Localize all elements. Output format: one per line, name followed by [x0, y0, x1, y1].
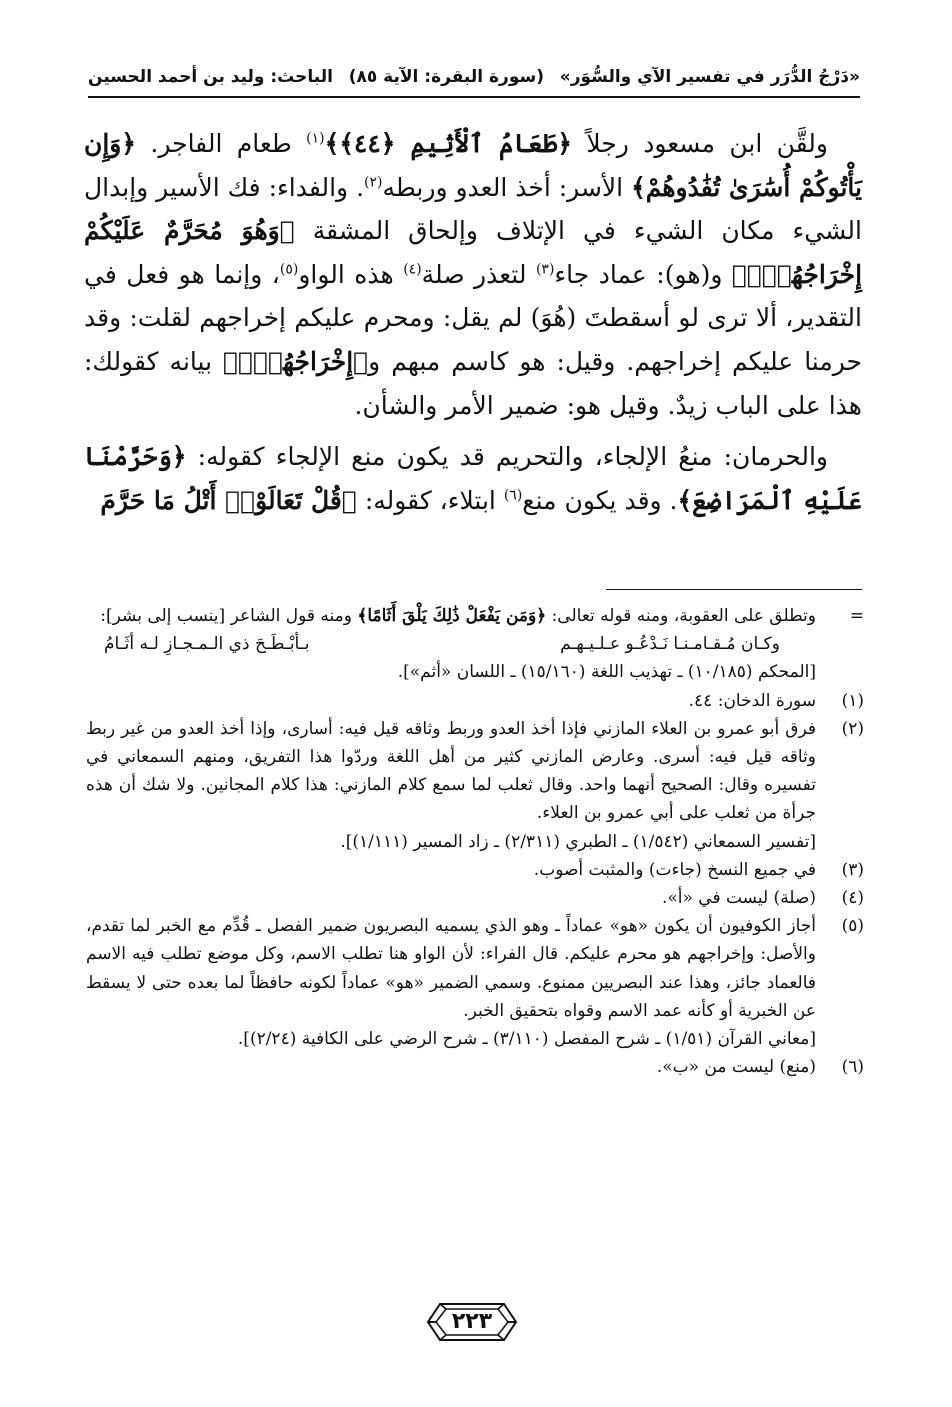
footnote-number: (٢)	[841, 718, 864, 739]
footnote-body: فرق أبو عمرو بن العلاء المازني فإذا أخذ العدو وربط وثاقه قيل فيه: أسارى، وإذا أخذ العدو من غير ربط وثاقه قيل فيه: أسرى. وعارض المازني كثير من أهل اللغة وردّوا هذا التفريق، ومنهم السمعاني في تفسيره وقال: الصحيح أنهما واحد. وقال ثعلب لما سمع كلام المازني: هذا كلام المجانين. ولا شك أن هذه جرأة من ثعلب على أبي عمرو بن العلاء.	[86, 718, 816, 824]
header-surah-reference: (سورة البقرة: الآية ٨٥)	[348, 67, 544, 87]
main-paragraph-1	[84, 122, 862, 427]
footnote-number: =	[849, 606, 864, 626]
text-run: لتعذر صلة	[421, 259, 536, 289]
text-run: . وقد يكون منع	[522, 485, 678, 515]
quran-quote: ﴿قُلْ تَعَالَوْا۟ أَتْلُ مَا حَرَّمَ	[100, 485, 357, 515]
text-run: طعام الفاجر.	[136, 129, 307, 158]
quran-quote: ﴿وَهُوَ مُحَرَّمٌ عَلَيْكُمْ إِخْرَاجُهُمْۚ﴾	[84, 216, 863, 289]
footnote-separator	[606, 589, 862, 590]
footnote-ref[interactable]: (٤)	[403, 261, 422, 278]
text-run: ومنه قول الشاعر [ينسب إلى بشر]:	[100, 606, 358, 626]
verse-hemistich-second: بـأبْـطَـحَ ذي الـمـجـازِ لـه أثَـامُ	[104, 634, 310, 655]
footnote-number: (٣)	[841, 859, 864, 880]
footnote-source: [تفسير السمعاني (١/٥٤٢) ـ الطبري (٢/٣١١) ـ زاد المسير (١/١١١)].	[340, 831, 816, 852]
footnote-5	[86, 912, 864, 1053]
quran-quote: ﴿إِخْرَاجُهُمْۚ﴾	[223, 346, 369, 376]
header-book-title: «دَرْجُ الدُّرَر في تفسير الآي والسُّوَر»	[559, 67, 860, 87]
footnote-continuation	[86, 602, 864, 687]
footnote-body: سورة الدخان: ٤٤.	[688, 690, 816, 711]
quran-quote: ﴿طَعَامُ ٱلْأَثِيمِ ﴿٤٤﴾﴾	[324, 129, 573, 158]
text-run: والحرمان: منعُ الإلجاء، والتحريم قد يكون منع الإلجاء كقوله:	[186, 442, 828, 472]
footnote-number: (٤)	[841, 888, 864, 909]
footnote-ref[interactable]: (٣)	[535, 261, 555, 278]
footnote-4	[86, 884, 864, 912]
footnote-body: (منع) ليست من «ب».	[656, 1057, 816, 1078]
footnote-number: (١)	[841, 690, 864, 711]
footnote-body	[86, 602, 816, 630]
footnotes	[86, 602, 864, 1081]
footnote-number: (٥)	[841, 916, 864, 937]
footnote-body: (صلة) ليست في «أ».	[661, 888, 816, 909]
footnote-number: (٦)	[841, 1057, 864, 1078]
text-run: و(هو): عماد جاء	[554, 259, 732, 289]
quran-quote: ﴿وَإِن يَأْتُوكُمْ أُسَٰرَىٰ تُفَٰدُوهُمْ﴾	[84, 129, 863, 202]
running-header	[88, 60, 860, 98]
text-run: ولقَّن ابن مسعود رجلاً	[572, 129, 828, 158]
footnote-source: [المحكم (١٠/١٨٥) ـ تهذيب اللغة (١٥/١٦٠) ـ اللسان «أثم»].	[397, 662, 816, 683]
page-number-badge	[426, 1300, 518, 1344]
footnote-3	[86, 856, 864, 884]
footnote-ref[interactable]: (٦)	[503, 487, 523, 504]
text-run: ابتلاء، كقوله:	[356, 485, 504, 515]
footnote-body: في جميع النسخ (جاءت) والمثبت أصوب.	[533, 859, 816, 880]
text-run: ، وإنما هو فعل في التقدير، ألا ترى لو أسقطتَ (هُوَ) لم يقل: ومحرم عليكم إخراجهم لقلت: وقد حرمنا عليكم إخراجهم. وقيل: هو كاسم مبهم و	[84, 259, 862, 376]
footnote-ref[interactable]: (١)	[306, 130, 325, 147]
main-paragraph-2	[84, 435, 862, 522]
footnote-source: [معاني القرآن (١/٥١) ـ شرح المفصل (٣/١١٠) ـ شرح الرضي على الكافية (٢/٢٤)].	[237, 1029, 816, 1050]
text-run: هذه الواو	[298, 259, 404, 289]
poetry-verse	[86, 630, 816, 658]
quran-quote: ﴿وَمَن يَفْعَلْ ذَٰلِكَ يَلْقَ أَثَامًا﴾	[357, 606, 547, 626]
footnote-ref[interactable]: (٢)	[364, 174, 383, 191]
header-researcher: الباحث: وليد بن أحمد الحسين	[88, 67, 333, 87]
text-run: الأسر: أخذ العدو وربطه	[382, 172, 632, 202]
main-text	[84, 122, 862, 522]
text-run: بيانه كقولك: هذا على الباب زيدٌ. وقيل هو: ضمير الأمر والشأن.	[84, 346, 862, 420]
page-number: ٢٢٣	[451, 1309, 493, 1334]
footnote-1	[86, 687, 864, 715]
footnote-ref[interactable]: (٥)	[279, 261, 299, 278]
quran-quote: ﴿وَحَرَّمْنَا عَلَيْهِ ٱلْمَرَاضِعَ﴾	[84, 442, 862, 515]
text-run: وتطلق على العقوبة، ومنه قوله تعالى:	[546, 606, 816, 626]
footnote-2	[86, 715, 864, 856]
text-run: . والفداء: فك الأسير وإبدال الشيء مكان الشيء في الإتلاف وإلحاق المشقة	[84, 172, 862, 246]
footnote-6	[86, 1053, 864, 1081]
footnote-body: أجاز الكوفيون أن يكون «هو» عماداً ـ وهو الذي يسميه البصريون ضمير الفصل ـ قُدِّم مع الخبر لما تقدم، والأصل: وإخراجهم هو محرم عليكم. قال الفراء: لأن الواو هنا تطلب الاسم، وكل موضع تطلب فيه الاسم فالعماد جائز، وهذا عند البصريين ممنوع. وسمي الضمير «هو» عماداً لكونه حافظاً لما بعده حتى لا يسقط عن الخبرية أو كأنه عمد الاسم وقواه بتحقيق الخبر.	[86, 916, 816, 1021]
verse-hemistich-first: وكـان مُـقـامـنـا نَـدْعُـو عـلـيـهـم	[560, 634, 780, 655]
